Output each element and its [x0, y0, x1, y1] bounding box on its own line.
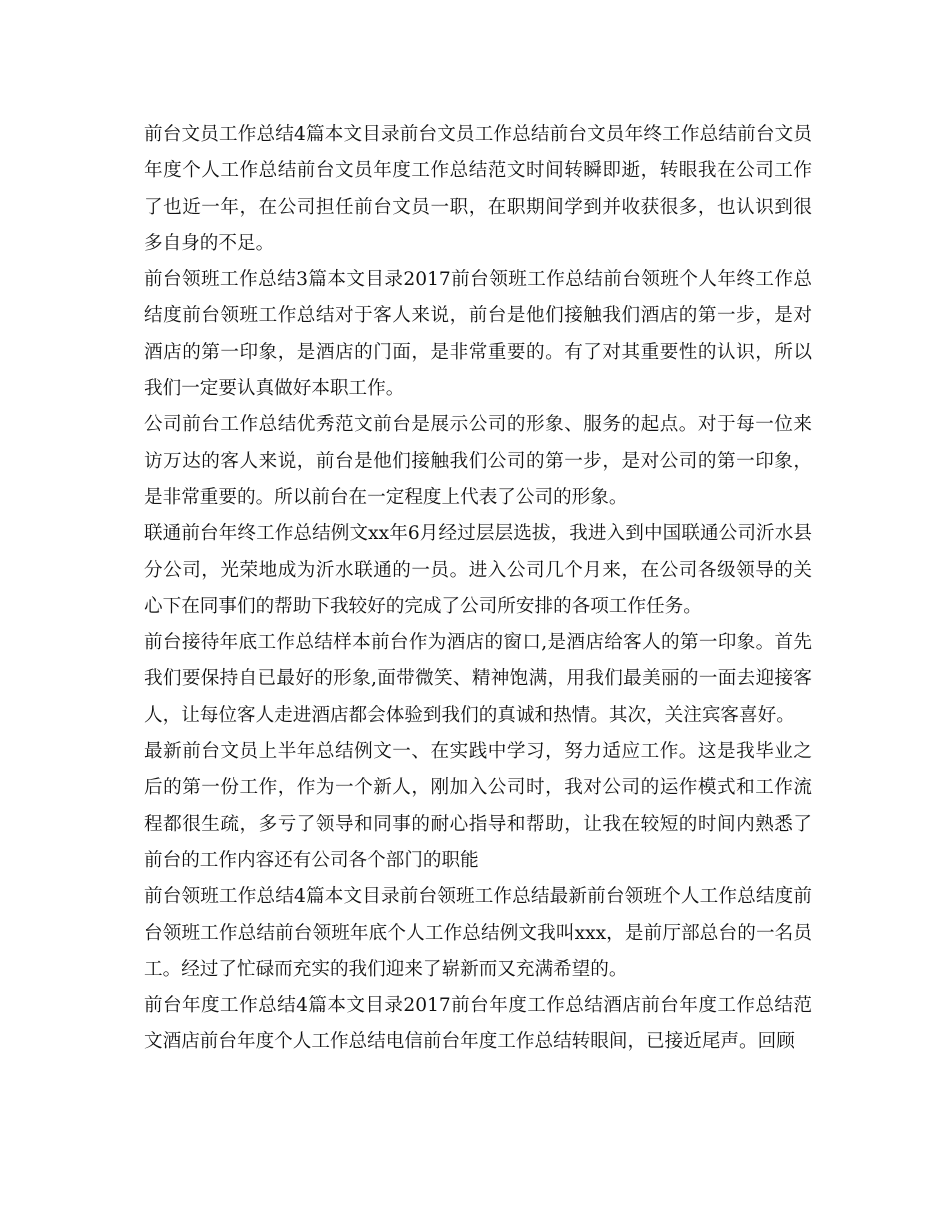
- paragraph-6: 最新前台文员上半年总结例文一、在实践中学习，努力适应工作。这是我毕业之后的第一份工作，作为一个新人，刚加入公司时，我对公司的运作模式和工作流程都很生疏，多亏了领导和同事的耐心指导和帮助，让我在较短的时间内熟悉了前台的工作内容还有公司各个部门的职能: [144, 741, 812, 871]
- paragraph-7: 前台领班工作总结4篇本文目录前台领班工作总结最新前台领班个人工作总结度前台领班工作总结前台领班年底个人工作总结例文我叫xxx，是前厅部总台的一名员工。经过了忙碌而充实的我们迎来了崭新而又充满希望的。: [144, 886, 812, 980]
- paragraph-1: 前台文员工作总结4篇本文目录前台文员工作总结前台文员年终工作总结前台文员年度个人工作总结前台文员年度工作总结范文时间转瞬即逝，转眼我在公司工作了也近一年，在公司担任前台文员一职，在职期间学到并收获很多，也认识到很多自身的不足。: [144, 124, 812, 254]
- paragraph-5: 前台接待年底工作总结样本前台作为酒店的窗口,是酒店给客人的第一印象。首先我们要保持自已最好的形象,面带微笑、精神饱满，用我们最美丽的一面去迎接客人，让每位客人走进酒店都会体验到我们的真诚和热情。其次，关注宾客喜好。: [144, 632, 812, 726]
- paragraph-3: 公司前台工作总结优秀范文前台是展示公司的形象、服务的起点。对于每一位来访万达的客人来说，前台是他们接触我们公司的第一步，是对公司的第一印象，是非常重要的。所以前台在一定程度上代表了公司的形象。: [144, 414, 812, 508]
- paragraph-4: 联通前台年终工作总结例文xx年6月经过层层选拔，我进入到中国联通公司沂水县分公司，光荣地成为沂水联通的一员。进入公司几个月来，在公司各级领导的关心下在同事们的帮助下我较好的完成了公司所安排的各项工作任务。: [144, 523, 812, 617]
- document-body: [144, 117, 812, 1061]
- paragraph-8: 前台年度工作总结4篇本文目录2017前台年度工作总结酒店前台年度工作总结范文酒店前台年度个人工作总结电信前台年度工作总结转眼间，已接近尾声。回顾: [144, 995, 812, 1053]
- paragraph-2: 前台领班工作总结3篇本文目录2017前台领班工作总结前台领班个人年终工作总结度前台领班工作总结对于客人来说，前台是他们接触我们酒店的第一步，是对酒店的第一印象，是酒店的门面，是非常重要的。有了对其重要性的认识，所以我们一定要认真做好本职工作。: [144, 269, 812, 400]
